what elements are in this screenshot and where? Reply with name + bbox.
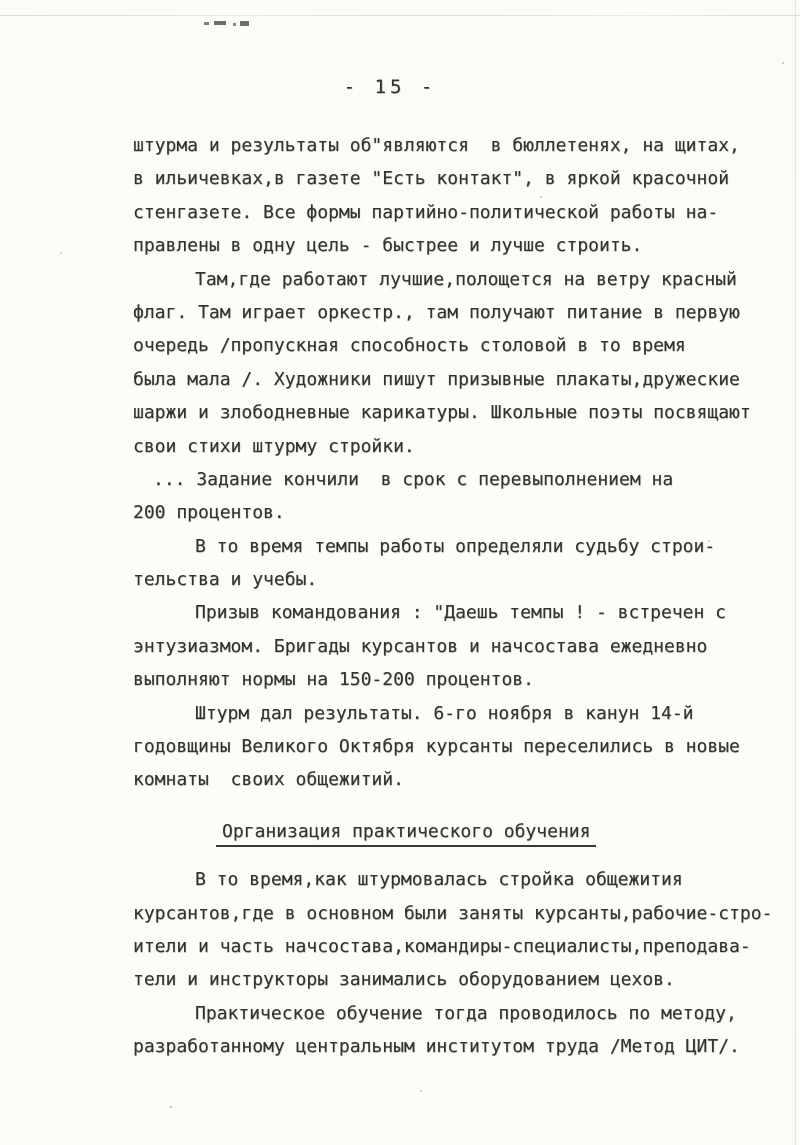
text-line: годовщины Великого Октября курсанты переселились в новые [133, 736, 740, 758]
text-line: тели и инструкторы занимались оборудованием цехов. [133, 969, 675, 991]
scan-right-edge-line [795, 0, 796, 1145]
text-line: В то время,как штурмовалась стройка общежития [195, 869, 683, 891]
text-line: Призыв командования : "Даешь темпы ! - встречен с [195, 602, 727, 624]
text-line: курсантов,где в основном были заняты курсанты,рабочие-стро- [133, 902, 773, 924]
text-body [133, 129, 793, 1064]
text-line: стенгазете. Все формы партийно-политической работы на- [133, 201, 719, 223]
text-line: была мала /. Художники пишут призывные плакаты,дружеские [133, 368, 740, 390]
text-line: ... Задание кончили в срок с перевыполнением на [153, 468, 674, 490]
text-line: разработанному центральным институтом труда /Метод ЦИТ/. [133, 1036, 740, 1058]
text-line: энтузиазмом. Бригады курсантов и начсостава ежедневно [133, 635, 708, 657]
text-line: выполняют нормы на 150-200 процентов. [133, 669, 534, 691]
text-line: тельства и учебы. [133, 569, 318, 591]
text-line: очередь /пропускная способность столовой в то время [133, 335, 686, 357]
text-line: ители и часть начсостава,командиры-специалисты,преподава- [133, 935, 751, 957]
text-line: комнаты своих общежитий. [133, 769, 404, 791]
text-line: шаржи и злободневные карикатуры. Школьные поэты посвящают [133, 402, 751, 424]
text-line: свои стихи штурму стройки. [133, 435, 415, 457]
text-line: штурма и результаты об"являются в бюллетенях, на щитах, [133, 135, 740, 156]
text-line: Штурм дал результаты. 6-го ноября в канун 14-й [195, 702, 694, 724]
text-line: Практическое обучение тогда проводилось по методу, [195, 1002, 737, 1024]
text-line: Там,где работают лучшие,полощется на ветру красный [195, 268, 737, 290]
text-line: правлены в одну цель - быстрее и лучше строить. [133, 235, 643, 257]
text-line: В то время темпы работы определяли судьбу строи- [195, 535, 716, 557]
text-line: флаг. Там играет оркестр., там получают питание в первую [133, 301, 740, 323]
text-line: в ильичевках,в газете "Есть контакт", в яркой красочной [133, 168, 730, 190]
scan-edge-line [0, 15, 800, 16]
text-line: 200 процентов. [133, 502, 285, 524]
section-heading-text: Организация практического обучения [216, 821, 596, 847]
section-heading [133, 815, 793, 848]
page-number: - 15 - [343, 76, 437, 98]
